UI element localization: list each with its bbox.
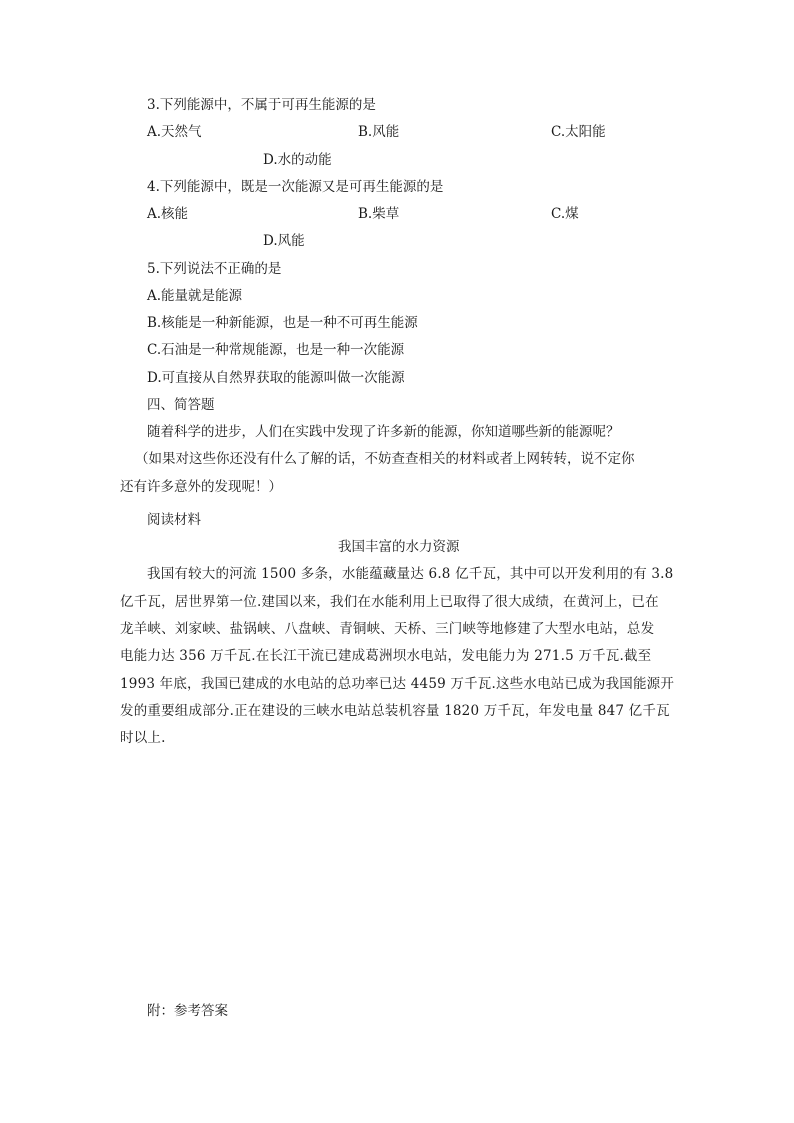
section-heading: 四、简答题 [147, 397, 215, 413]
reading-label: 阅读材料 [147, 512, 201, 528]
question-4-option-a: A.核能 [147, 206, 189, 222]
question-3-option-c: C.太阳能 [551, 124, 606, 140]
reading-paragraph-line: 发的重要组成部分.正在建设的三峡水电站总装机容量 1820 万千瓦，年发电量 847 亿千瓦 [120, 703, 670, 719]
question-5-option-d: D.可直接从自然界获取的能源叫做一次能源 [147, 370, 405, 386]
reading-title: 我国丰富的水力资源 [338, 539, 460, 555]
question-5-stem: 5.下列说法不正确的是 [147, 261, 282, 277]
short-answer-hint-line-1: （如果对这些你还没有什么了解的话，不妨查查相关的材料或者上网转转，说不定你 [135, 451, 635, 467]
short-answer-question: 随着科学的进步，人们在实践中发现了许多新的能源，你知道哪些新的能源呢？ [147, 424, 620, 440]
question-4-stem: 4.下列能源中，既是一次能源又是可再生能源的是 [147, 179, 444, 195]
question-3-option-a: A.天然气 [147, 124, 202, 140]
question-4-option-b: B.柴草 [358, 206, 400, 222]
reading-paragraph-line: 我国有较大的河流 1500 多条，水能蕴藏量达 6.8 亿千瓦，其中可以开发利用的有 3.8 [147, 566, 674, 582]
question-5-option-a: A.能量就是能源 [147, 288, 243, 304]
appendix-label: 附：参考答案 [147, 1003, 228, 1019]
question-4-option-d: D.风能 [263, 233, 305, 249]
question-3-stem: 3.下列能源中，不属于可再生能源的是 [147, 97, 376, 113]
reading-paragraph-line: 龙羊峡、刘家峡、盐锅峡、八盘峡、青铜峡、天桥、三门峡等地修建了大型水电站，总发 [120, 621, 655, 637]
reading-paragraph-line: 1993 年底，我国已建成的水电站的总功率已达 4459 万千瓦.这些水电站已成为我国能源开 [120, 676, 675, 692]
question-3-option-d: D.水的动能 [263, 152, 332, 168]
reading-paragraph-line: 亿千瓦，居世界第一位.建国以来，我们在水能利用上已取得了很大成绩，在黄河上，已在 [120, 594, 659, 610]
reading-paragraph-line: 时以上. [120, 730, 166, 746]
question-5-option-b: B.核能是一种新能源，也是一种不可再生能源 [147, 315, 418, 331]
short-answer-hint-line-2: 还有许多意外的发现呢！） [120, 479, 282, 495]
question-5-option-c: C.石油是一种常规能源，也是一种一次能源 [147, 342, 405, 358]
question-4-option-c: C.煤 [551, 206, 579, 222]
question-3-option-b: B.风能 [358, 124, 400, 140]
reading-paragraph-line: 电能力达 356 万千瓦.在长江干流已建成葛洲坝水电站，发电能力为 271.5 万千瓦.截至 [120, 648, 652, 664]
